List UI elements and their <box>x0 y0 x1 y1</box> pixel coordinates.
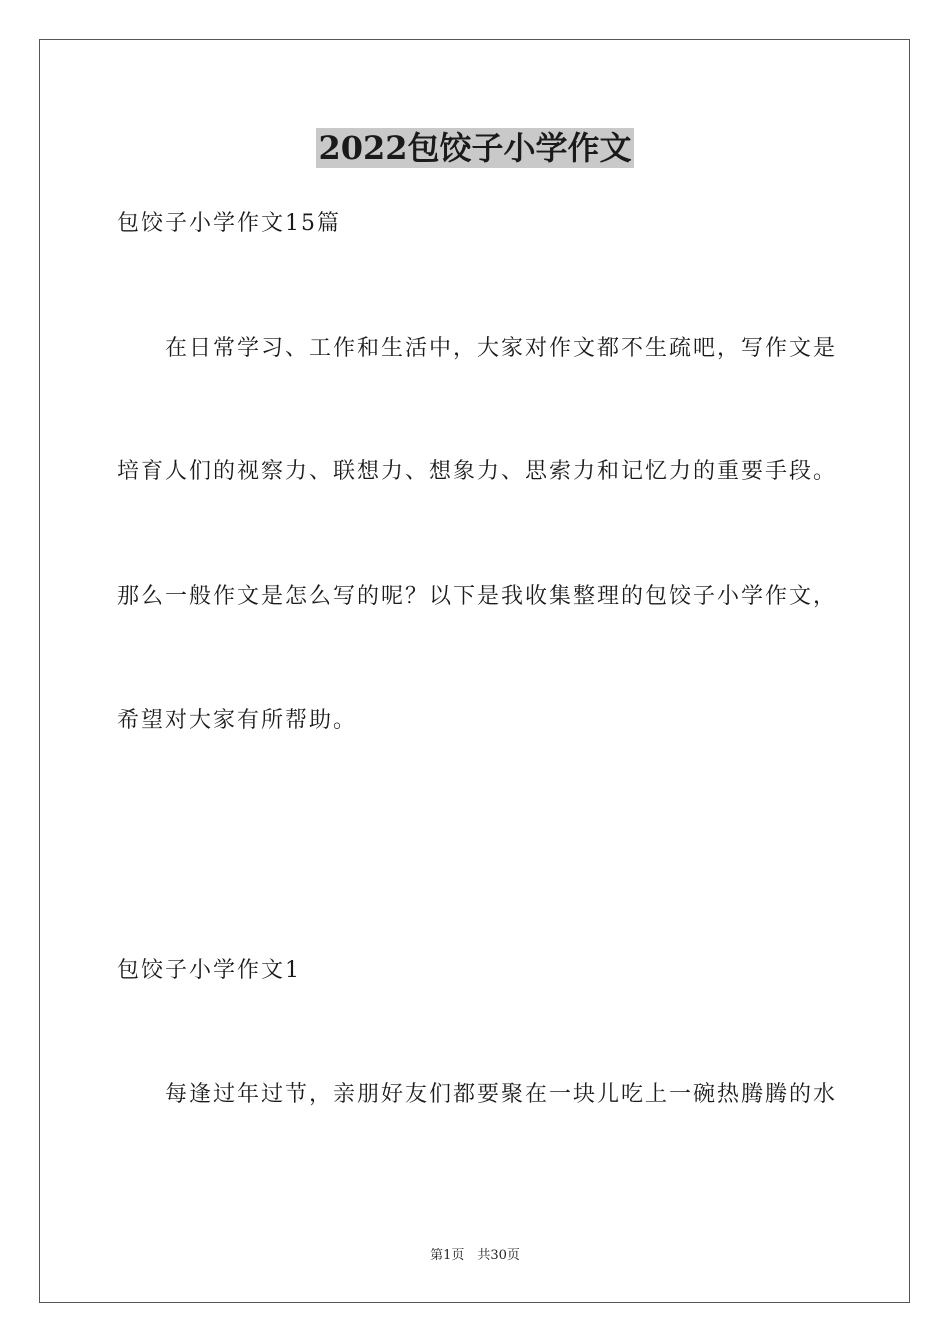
page-footer: 第1页 共30页 <box>430 1248 520 1263</box>
intro-line-4: 希望对大家有所帮助。 <box>117 708 358 733</box>
section-paragraph-line-1: 每逢过年过节，亲朋好友们都要聚在一块儿吃上一碗热腾腾的水 <box>165 1082 838 1107</box>
document-subtitle: 包饺子小学作文15篇 <box>117 211 341 236</box>
document-title-text: 2022包饺子小学作文 <box>318 129 632 167</box>
intro-line-2: 培育人们的视察力、联想力、想象力、思索力和记忆力的重要手段。 <box>117 459 838 484</box>
document-title <box>0 128 950 168</box>
intro-line-3: 那么一般作文是怎么写的呢？以下是我收集整理的包饺子小学作文， <box>117 584 838 609</box>
section-heading: 包饺子小学作文1 <box>117 958 301 983</box>
intro-line-1: 在日常学习、工作和生活中，大家对作文都不生疏吧，写作文是 <box>165 336 838 361</box>
